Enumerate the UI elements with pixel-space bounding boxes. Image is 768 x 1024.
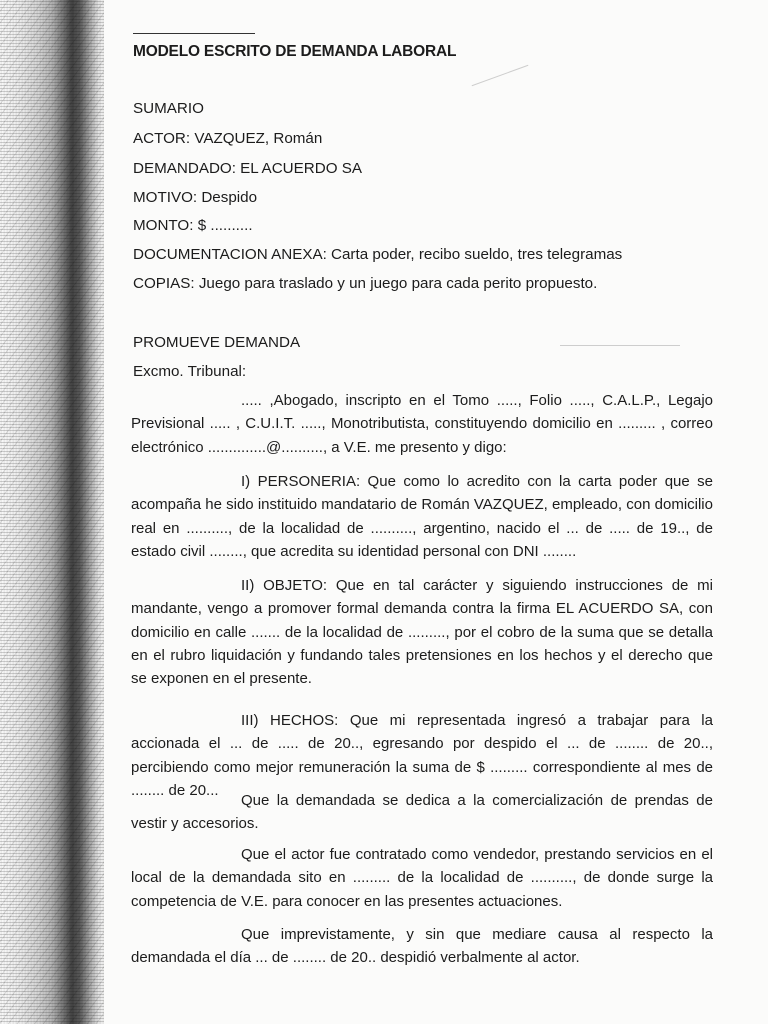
paragraph-text: Que imprevistamente, y sin que mediare causa al respecto la demandada el día ... de ........ de 20.. despidió verbalmente al actor. [131,926,713,967]
claim-heading: PROMUEVE DEMANDA [133,334,301,351]
paragraph-text: I) PERSONERIA: Que como lo acredito con la carta poder que se acompaña he sido instituido mandatario de Román VAZQUEZ, empleado, con domicilio real en .........., de la localidad de .........., argentino, nacido el ... de ..... de 19.., de estado civil ........, que acredita su identidad personal con DNI ........ [131,473,713,560]
paragraph-employment [131,843,713,913]
scanned-binding-texture [0,0,104,1024]
summary-amount: MONTO: $ .......... [133,217,253,234]
paragraph-defendant-activity [131,789,713,836]
paragraph-text: III) HECHOS: Que mi representada ingresó a trabajar para la accionada el ... de ..... de 20.., egresando por despido el ... de ........ de 20.., percibiendo como mejor remuneración la suma de $ ......... correspondiente al mes de ........ de 20... [131,712,713,799]
paragraph-text: II) OBJETO: Que en tal carácter y siguiendo instrucciones de mi mandante, vengo a promover formal demanda contra la firma EL ACUERDO SA, con domicilio en calle ....... de la localidad de ........., por el cobro de la suma que se detalla en el rubro liquidación y fundando tales pretensiones en los hechos y el derecho que se exponen en el presente. [131,577,713,688]
summary-actor: ACTOR: VAZQUEZ, Román [133,130,323,147]
scan-artifact [560,345,680,346]
summary-copies: COPIAS: Juego para traslado y un juego para cada perito propuesto. [133,275,598,292]
document-title: MODELO ESCRITO DE DEMANDA LABORAL [133,43,457,60]
paragraph-text: ..... ,Abogado, inscripto en el Tomo ....., Folio ....., C.A.L.P., Legajo Previsional ..... , C.U.I.T. ....., Monotributista, constituyendo domicilio en ......... , correo electrónico ..............@.........., a V.E. me presento y digo: [131,392,713,456]
summary-attachments: DOCUMENTACION ANEXA: Carta poder, recibo sueldo, tres telegramas [133,246,623,263]
paragraph-text: Que el actor fue contratado como vendedor, prestando servicios en el local de la demandada sito en ......... de la localidad de .........., de donde surge la competencia de V.E. para conocer en las presentes actuaciones. [131,846,713,910]
summary-heading: SUMARIO [133,100,204,117]
paragraph-personeria [131,470,713,563]
summary-defendant: DEMANDADO: EL ACUERDO SA [133,160,362,177]
addressee: Excmo. Tribunal: [133,363,247,380]
paragraph-lawyer-presentation [131,389,713,459]
paragraph-text: Que la demandada se dedica a la comercialización de prendas de vestir y accesorios. [131,792,713,833]
scan-artifact [472,65,529,86]
summary-reason: MOTIVO: Despido [133,189,258,206]
top-rule-line [133,33,255,34]
paragraph-objeto [131,574,713,690]
paragraph-dismissal [131,923,713,970]
